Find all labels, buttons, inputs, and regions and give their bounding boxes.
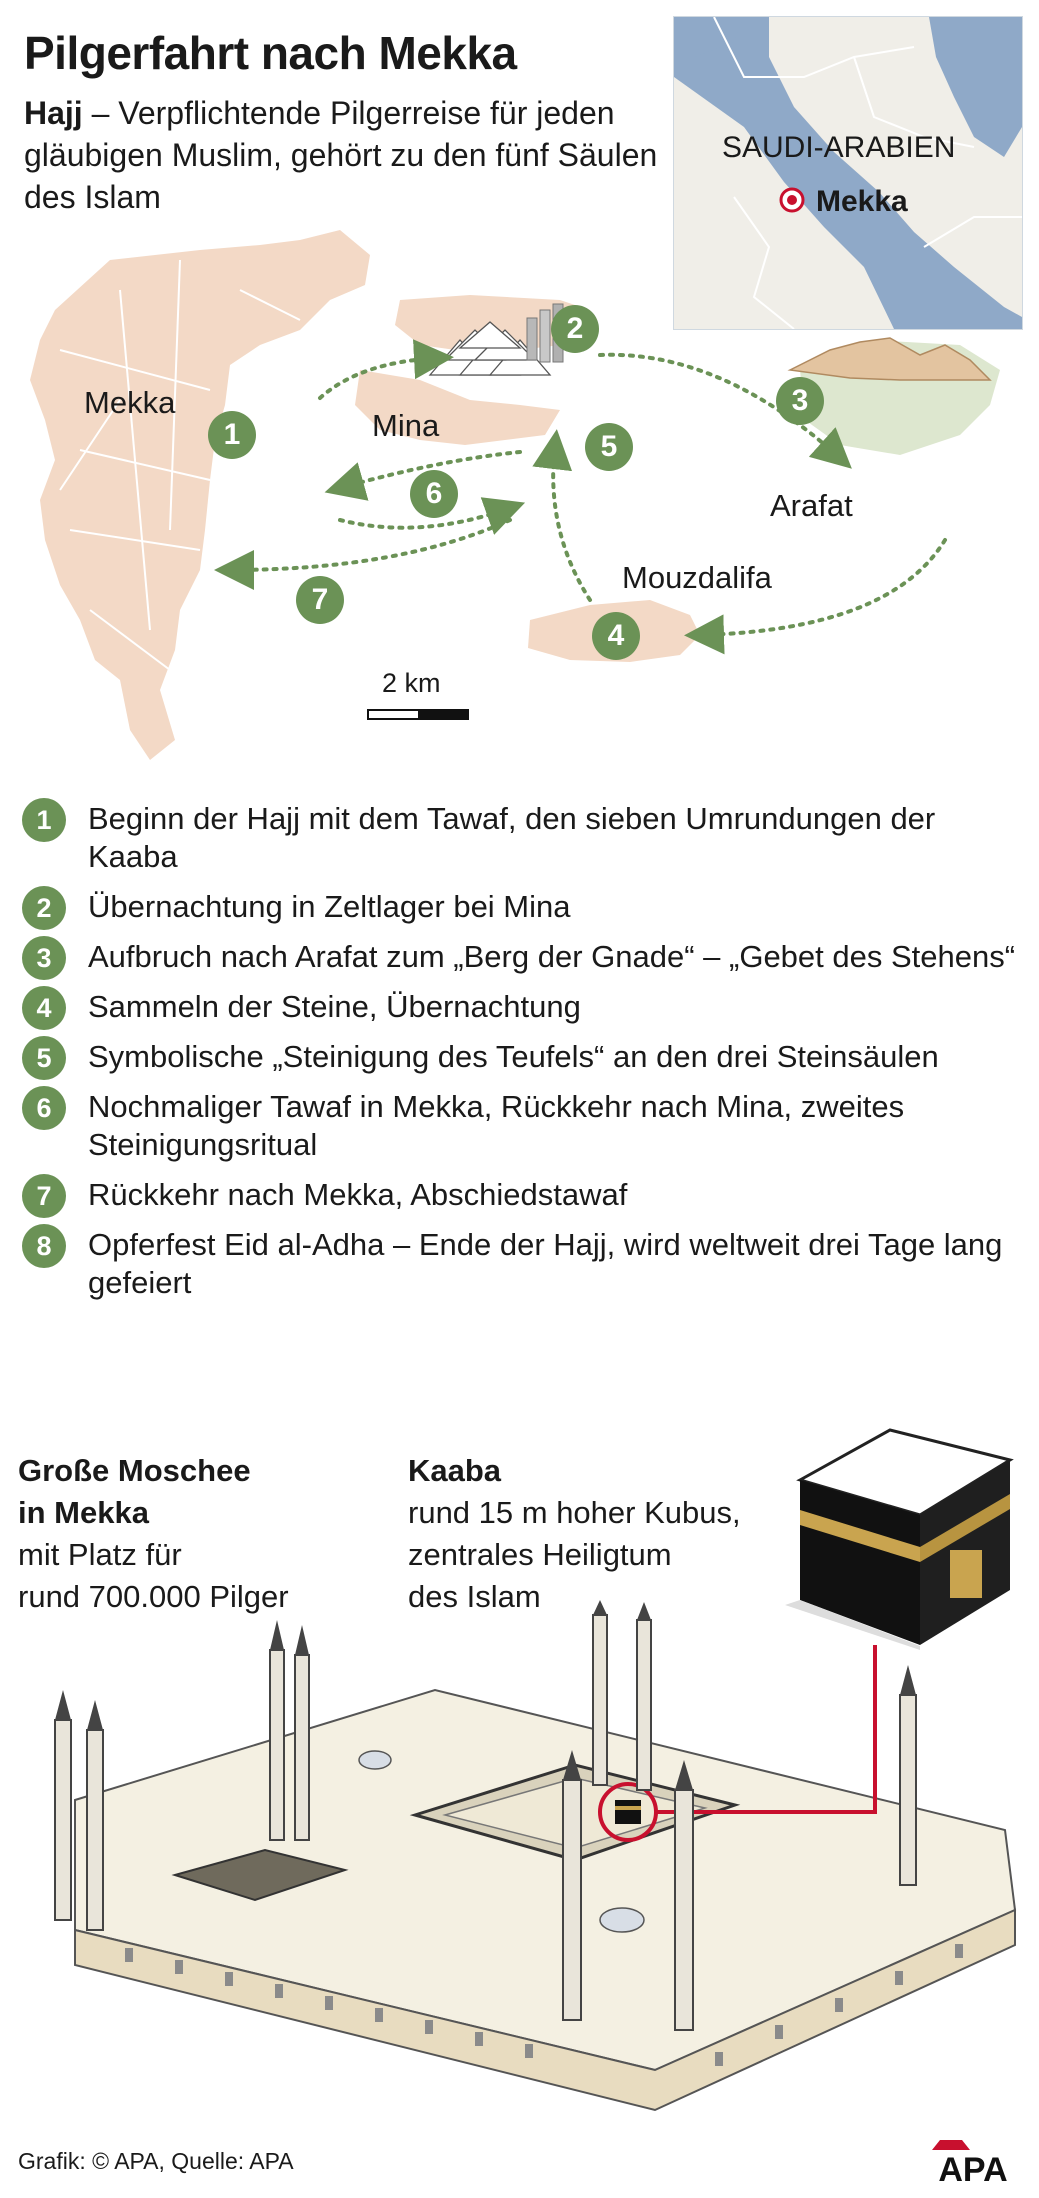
legend-text: Symbolische „Steinigung des Teufels“ an den drei Steinsäulen [88, 1039, 939, 1074]
legend-text: Opferfest Eid al-Adha – Ende der Hajj, wird weltweit drei Tage lang gefeiert [88, 1227, 1003, 1300]
kaaba-text-line2: zentrales Heiligtum [408, 1537, 672, 1572]
legend-text: Beginn der Hajj mit dem Tawaf, den sieben Umrundungen der Kaaba [88, 801, 936, 874]
apa-logo-text: APA [938, 2151, 1008, 2186]
legend-item [20, 1226, 1020, 1302]
mosque-text-line2: rund 700.000 Pilger [18, 1579, 289, 1614]
legend-text: Rückkehr nach Mekka, Abschiedstawaf [88, 1177, 628, 1212]
legend-number-badge: 2 [22, 886, 66, 930]
map-station-3: 3 [776, 377, 824, 425]
map-label-mouzdalifa: Mouzdalifa [622, 560, 772, 595]
legend-number-badge: 4 [22, 986, 66, 1030]
map-station-6: 6 [410, 470, 458, 518]
route-4-5 [553, 445, 590, 600]
kaaba-info [408, 1450, 808, 1618]
grand-mosque-illustration [15, 1600, 1025, 2120]
map-station-2: 2 [551, 305, 599, 353]
legend-number-badge: 7 [22, 1174, 66, 1218]
mekka-area [30, 230, 370, 760]
kaaba-text-line1: rund 15 m hoher Kubus, [408, 1495, 741, 1530]
legend-item [20, 938, 1020, 976]
legend-item [20, 988, 1020, 1026]
legend-number-badge: 6 [22, 1086, 66, 1130]
inset-country-label: SAUDI-ARABIEN [722, 131, 956, 164]
legend-number-badge: 8 [22, 1224, 66, 1268]
subtitle [24, 92, 664, 218]
subtitle-term: Hajj [24, 95, 83, 131]
mosque-info [18, 1450, 378, 1618]
legend-text: Nochmaliger Tawaf in Mekka, Rückkehr nach Mina, zweites Steinigungsritual [88, 1089, 905, 1162]
legend-number-badge: 1 [22, 798, 66, 842]
legend-text: Aufbruch nach Arafat zum „Berg der Gnade“ – „Gebet des Stehens“ [88, 939, 1016, 974]
mosque-text-line1: mit Platz für [18, 1537, 182, 1572]
legend-text: Sammeln der Steine, Übernachtung [88, 989, 581, 1024]
legend-text: Übernachtung in Zeltlager bei Mina [88, 889, 571, 924]
apa-logo [918, 2134, 1028, 2186]
map-station-5: 5 [585, 423, 633, 471]
route-map [0, 230, 1039, 770]
map-label-mina: Mina [372, 408, 440, 443]
scale-label: 2 km [382, 668, 441, 698]
mount-arafat-icon [790, 338, 990, 380]
mosque-heading-line1: Große Moschee [18, 1453, 251, 1488]
inset-city-label: Mekka [816, 185, 908, 218]
legend-item [20, 1176, 1020, 1214]
page-title: Pilgerfahrt nach Mekka [24, 27, 517, 79]
kaaba-heading: Kaaba [408, 1453, 502, 1488]
route-map-graphic [0, 230, 1039, 770]
map-label-arafat: Arafat [770, 488, 853, 523]
map-station-1: 1 [208, 411, 256, 459]
legend-list [20, 800, 1020, 1314]
legend-number-badge: 5 [22, 1036, 66, 1080]
map-station-7: 7 [296, 576, 344, 624]
kaaba-text-line3: des Islam [408, 1579, 541, 1614]
mosque-heading-line2: in Mekka [18, 1495, 149, 1530]
map-label-mekka: Mekka [84, 385, 176, 420]
map-station-4: 4 [592, 612, 640, 660]
subtitle-text: – Verpflichtende Pilgerreise für jeden gläubigen Muslim, gehört zu den fünf Säulen des Islam [24, 95, 658, 215]
scale-bar [368, 710, 468, 719]
legend-item [20, 800, 1020, 876]
legend-item [20, 1038, 1020, 1076]
legend-number-badge: 3 [22, 936, 66, 980]
legend-item [20, 888, 1020, 926]
legend-item [20, 1088, 1020, 1164]
source-credit: Grafik: © APA, Quelle: APA [18, 2148, 294, 2174]
